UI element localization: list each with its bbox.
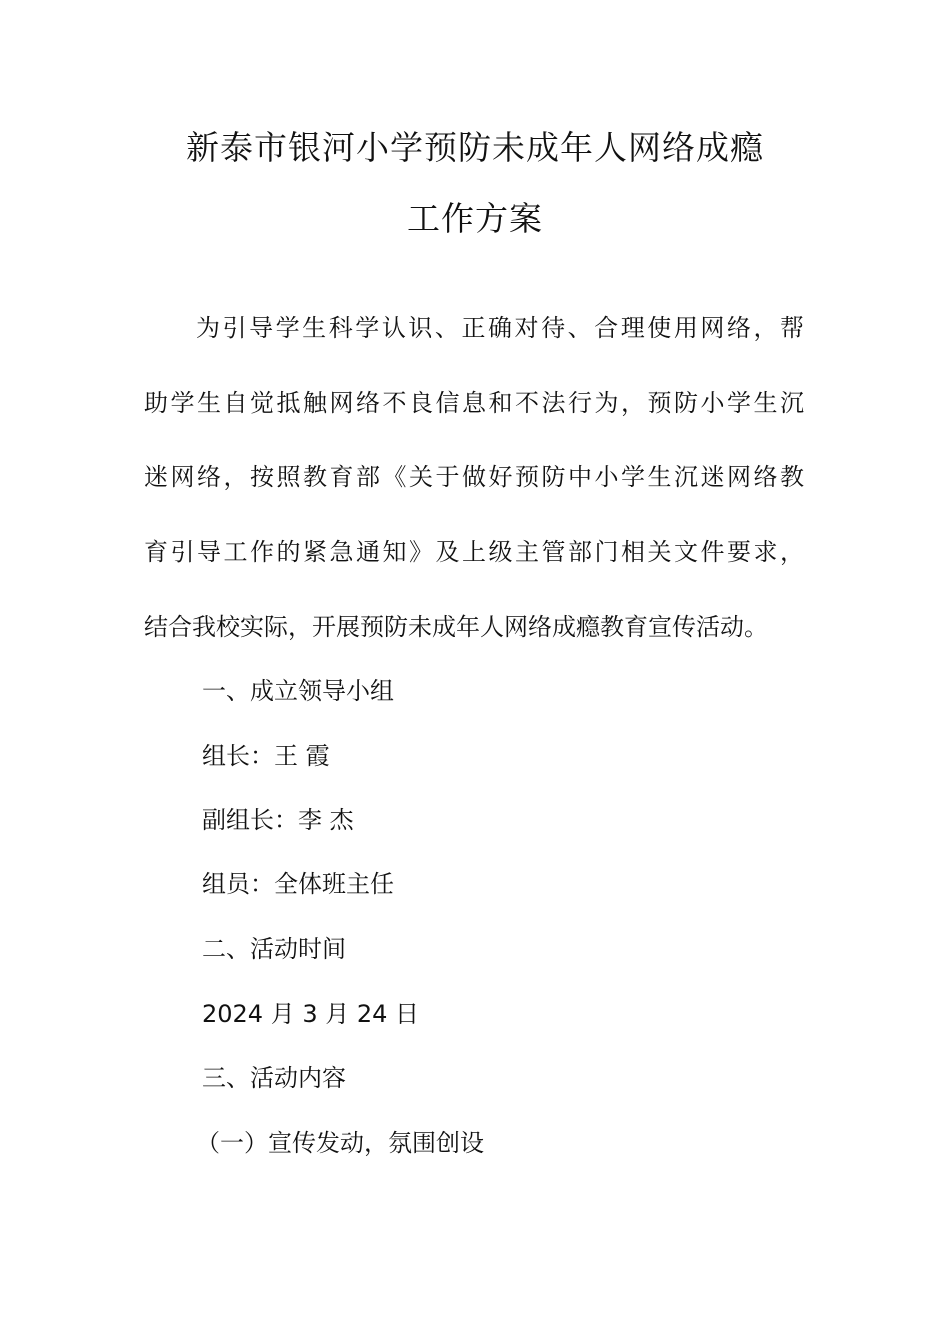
activity-date: 2024 月 3 月 24 日 <box>202 1000 420 1028</box>
intro-paragraph-line-4: 育引导工作的紧急通知》及上级主管部门相关文件要求， <box>144 538 804 566</box>
section-1-heading: 一、成立领导小组 <box>202 677 394 705</box>
deputy-leader-line: 副组长：李 杰 <box>202 806 354 834</box>
intro-paragraph-line-5: 结合我校实际，开展预防未成年人网络成瘾教育宣传活动。 <box>144 613 768 641</box>
document-title-line-1: 新泰市银河小学预防未成年人网络成瘾 <box>186 128 764 167</box>
section-3-heading: 三、活动内容 <box>202 1064 346 1092</box>
section-2-heading: 二、活动时间 <box>202 935 346 963</box>
intro-paragraph-line-2: 助学生自觉抵触网络不良信息和不法行为，预防小学生沉 <box>144 389 804 417</box>
intro-paragraph-line-3: 迷网络，按照教育部《关于做好预防中小学生沉迷网络教 <box>144 463 804 491</box>
intro-paragraph-line-1: 为引导学生科学认识、正确对待、合理使用网络，帮 <box>196 314 804 342</box>
document-title-line-2: 工作方案 <box>407 199 543 238</box>
subsection-1-heading: （一）宣传发动，氛围创设 <box>196 1129 484 1157</box>
leader-line: 组长：王 霞 <box>202 742 330 770</box>
members-line: 组员：全体班主任 <box>202 870 394 898</box>
